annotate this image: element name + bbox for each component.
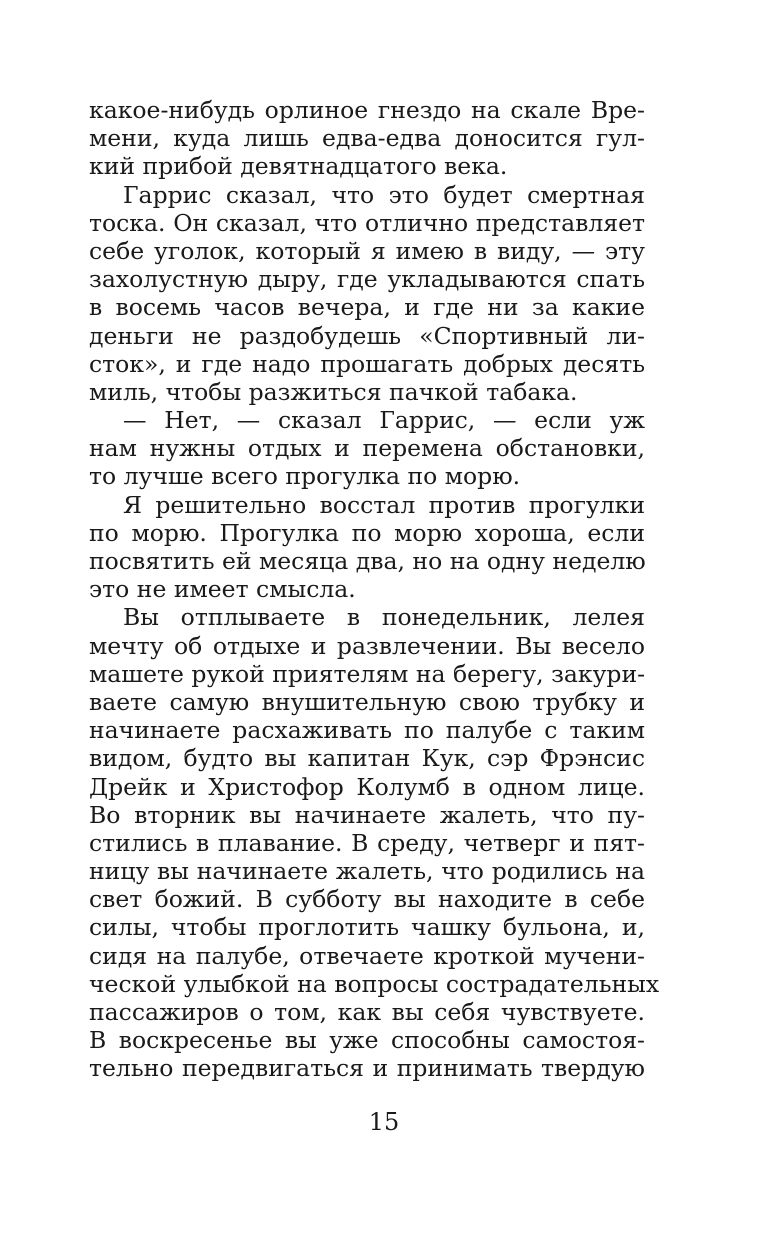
text-line: в восемь часов вечера, и где ни за какие bbox=[89, 293, 645, 322]
text-line: ницу вы начинаете жалеть, что родились на bbox=[89, 857, 645, 886]
text-line: стились в плавание. В среду, четверг и пят- bbox=[89, 828, 645, 857]
paragraph bbox=[89, 96, 645, 181]
text-line: ваете самую внушительную свою трубку и bbox=[89, 687, 645, 716]
text-line: силы, чтобы проглотить чашку бульона, и, bbox=[89, 913, 645, 942]
text-line: нам нужны отдых и перемена обстановки, bbox=[89, 434, 645, 463]
text-line: захолустную дыру, где укладываются спать bbox=[89, 265, 645, 294]
page-number: 15 bbox=[368, 1108, 400, 1136]
text-line: машете рукой приятелям на берегу, закури- bbox=[89, 659, 646, 688]
text-line: В воскресенье вы уже способны самостоя- bbox=[89, 1026, 645, 1055]
paragraph bbox=[89, 603, 660, 1083]
text-line: мени, куда лишь едва-едва доносится гул- bbox=[89, 124, 645, 153]
text-line: — Нет, — сказал Гаррис, — если уж bbox=[123, 406, 645, 435]
text-line: деньги не раздобудешь «Спортивный ли- bbox=[89, 321, 645, 350]
paragraph bbox=[89, 406, 645, 491]
text-line: тоска. Он сказал, что отлично представляет bbox=[89, 208, 645, 237]
text-line: кий прибой девятнадцатого века. bbox=[89, 152, 508, 181]
text-line: миль, чтобы разжиться пачкой табака. bbox=[89, 377, 578, 406]
text-line: тельно передвигаться и принимать твердую bbox=[89, 1054, 645, 1083]
text-line: по морю. Прогулка по морю хороша, если bbox=[89, 518, 645, 547]
text-line: мечту об отдыхе и развлечении. Вы весело bbox=[89, 631, 645, 660]
text-line: какое-нибудь орлиное гнездо на скале Вре- bbox=[89, 96, 645, 124]
text-line: это не имеет смысла. bbox=[89, 575, 356, 604]
text-line: Вы отплываете в понедельник, лелея bbox=[123, 603, 645, 632]
paragraph bbox=[89, 181, 645, 407]
text-line: пассажиров о том, как вы себя чувствуете. bbox=[89, 998, 645, 1026]
text-line: видом, будто вы капитан Кук, сэр Фрэнсис bbox=[89, 744, 645, 773]
text-line: Во вторник вы начинаете жалеть, что пу- bbox=[89, 800, 645, 829]
text-line: Я решительно восстал против прогулки bbox=[123, 490, 645, 519]
text-line: начинаете расхаживать по палубе с таким bbox=[89, 716, 645, 745]
text-line: посвятить ей месяца два, но на одну неделю bbox=[89, 547, 646, 575]
text-line: Гаррис сказал, что это будет смертная bbox=[123, 180, 645, 209]
text-line: свет божий. В субботу вы находите в себе bbox=[89, 885, 645, 914]
text-line: то лучше всего прогулка по морю. bbox=[89, 462, 521, 491]
paragraph bbox=[89, 491, 645, 604]
text-line: сидя на палубе, отвечаете кроткой мучени- bbox=[89, 941, 645, 970]
text-line: ческой улыбкой на вопросы сострадательных bbox=[89, 969, 660, 998]
text-line: себе уголок, который я имею в виду, — эту bbox=[89, 236, 645, 265]
text-line: Дрейк и Христофор Колумб в одном лице. bbox=[89, 772, 645, 801]
text-line: сток», и где надо прошагать добрых десять bbox=[89, 349, 645, 378]
page-text-block bbox=[89, 96, 660, 1083]
